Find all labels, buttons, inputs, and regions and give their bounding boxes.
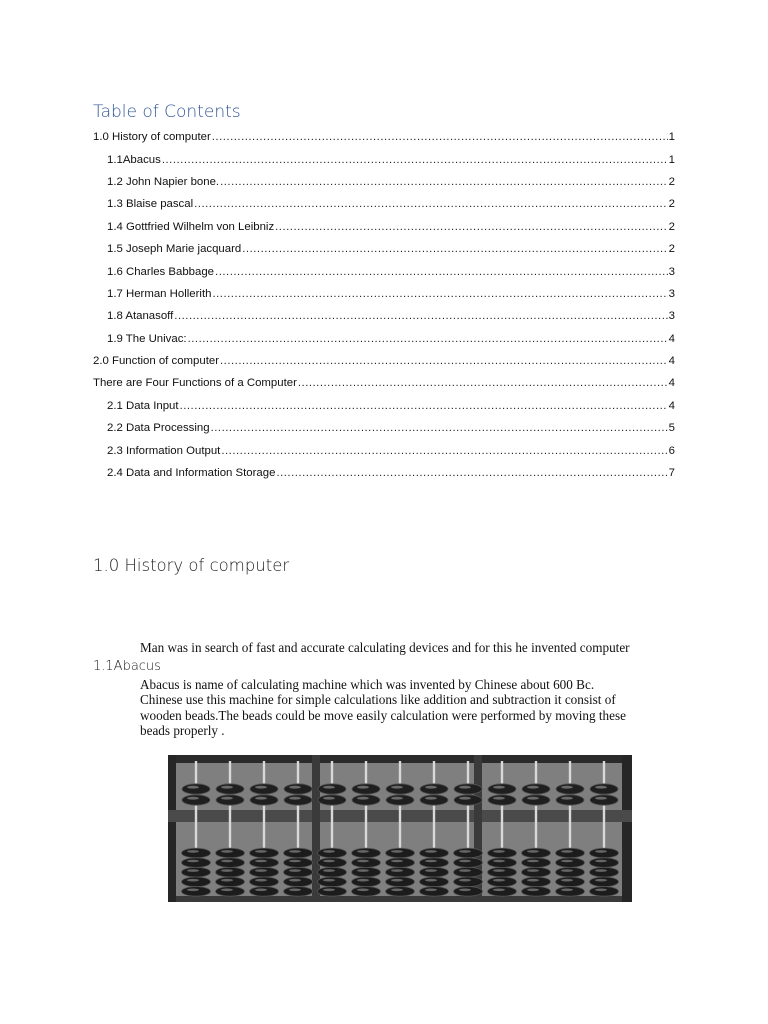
bead-highlight	[561, 860, 573, 863]
toc-leader-dots	[276, 466, 667, 480]
bead-highlight	[357, 889, 369, 892]
toc-leader-dots	[194, 197, 668, 211]
abacus-bead	[454, 795, 482, 805]
bead-highlight	[391, 860, 403, 863]
bead-highlight	[459, 889, 471, 892]
toc-entry[interactable]	[93, 305, 675, 327]
abacus-bead	[352, 795, 380, 805]
abacus-bead	[590, 877, 619, 887]
bead-highlight	[357, 850, 369, 853]
abacus-bead	[352, 877, 381, 887]
abacus-bead	[420, 848, 449, 858]
abacus-bead	[216, 784, 244, 794]
abacus-bead	[182, 867, 211, 877]
toc-entry-page: 6	[668, 444, 675, 457]
toc-leader-dots	[275, 220, 668, 234]
abacus-bead	[250, 858, 279, 868]
abacus-bead	[556, 877, 585, 887]
toc-entry-page: 5	[668, 422, 675, 435]
abacus-bead	[182, 795, 210, 805]
toc-leader-dots	[212, 130, 668, 144]
abacus-bead	[454, 858, 483, 868]
toc-entry-title: 1.6 Charles Babbage	[107, 265, 215, 278]
abacus-bead	[590, 784, 618, 794]
abacus-bead	[454, 887, 483, 897]
abacus-bead	[318, 784, 346, 794]
toc-entry[interactable]	[93, 283, 675, 305]
toc-entry-page: 2	[668, 220, 675, 233]
toc-entry-title: 2.2 Data Processing	[107, 422, 210, 435]
abacus-frame-left	[168, 755, 176, 902]
toc-leader-dots	[162, 153, 668, 167]
abacus-bead	[318, 877, 347, 887]
paragraph-line: Chinese use this machine for simple calculations like addition and subtraction it consist of	[140, 692, 616, 708]
bead-highlight	[425, 889, 437, 892]
bead-highlight	[221, 797, 233, 800]
abacus-bead	[556, 867, 585, 877]
bead-highlight	[357, 869, 369, 872]
bead-highlight	[255, 889, 267, 892]
abacus-bead	[352, 848, 381, 858]
bead-highlight	[289, 797, 301, 800]
toc-entry-title: 1.2 John Napier bone.	[107, 175, 220, 188]
toc-entry[interactable]	[93, 439, 675, 461]
abacus-bead	[352, 867, 381, 877]
bead-highlight	[255, 860, 267, 863]
bead-highlight	[527, 879, 539, 882]
bead-highlight	[255, 869, 267, 872]
abacus-bead	[386, 867, 415, 877]
abacus-bead	[522, 867, 551, 877]
toc-entry[interactable]	[93, 171, 675, 193]
bead-highlight	[357, 786, 369, 789]
bead-highlight	[561, 797, 573, 800]
toc-entry[interactable]	[93, 193, 675, 215]
abacus-bead	[216, 877, 245, 887]
bead-highlight	[493, 879, 505, 882]
abacus-bead	[488, 784, 516, 794]
abacus-bead	[386, 848, 415, 858]
bead-highlight	[561, 889, 573, 892]
toc-entry-title: 1.1Abacus	[107, 153, 161, 166]
bead-highlight	[391, 850, 403, 853]
bead-highlight	[323, 869, 335, 872]
bead-highlight	[493, 869, 505, 872]
bead-highlight	[289, 869, 301, 872]
abacus-bead	[522, 877, 551, 887]
abacus-bead	[420, 867, 449, 877]
bead-highlight	[255, 879, 267, 882]
toc-heading: Table of Contents	[93, 102, 241, 122]
toc-entry-page: 4	[668, 377, 675, 390]
paragraph-line: Abacus is name of calculating machine which was invented by Chinese about 600 Bc.	[140, 677, 595, 692]
toc-leader-dots	[188, 332, 668, 346]
subsection-heading-abacus: 1.1Abacus	[93, 659, 161, 674]
bead-highlight	[187, 889, 199, 892]
abacus-bead	[522, 784, 550, 794]
abacus-frame-bottom	[168, 896, 632, 902]
toc-entry-title: 1.5 Joseph Marie jacquard	[107, 243, 242, 256]
abacus-bead	[250, 795, 278, 805]
bead-highlight	[459, 797, 471, 800]
abacus-bead	[284, 887, 313, 897]
abacus-bead	[556, 784, 584, 794]
bead-highlight	[289, 889, 301, 892]
bead-highlight	[221, 889, 233, 892]
bead-highlight	[527, 860, 539, 863]
toc-entry-page: 3	[668, 265, 675, 278]
intro-paragraph	[140, 640, 680, 656]
bead-highlight	[459, 879, 471, 882]
abacus-bead	[590, 795, 618, 805]
abacus-bead	[556, 858, 585, 868]
abacus-bead	[420, 795, 448, 805]
bead-highlight	[187, 786, 199, 789]
bead-highlight	[323, 850, 335, 853]
section-heading-history: 1.0 History of computer	[93, 556, 290, 575]
bead-highlight	[493, 850, 505, 853]
abacus-bead	[318, 867, 347, 877]
bead-highlight	[289, 850, 301, 853]
toc-entry[interactable]	[93, 372, 675, 394]
bead-highlight	[391, 869, 403, 872]
toc-entry-page: 2	[668, 198, 675, 211]
bead-highlight	[221, 850, 233, 853]
bead-highlight	[323, 797, 335, 800]
bead-highlight	[289, 786, 301, 789]
bead-highlight	[323, 786, 335, 789]
bead-highlight	[527, 869, 539, 872]
bead-highlight	[425, 860, 437, 863]
bead-highlight	[595, 786, 607, 789]
bead-highlight	[187, 797, 199, 800]
bead-highlight	[391, 797, 403, 800]
toc-entry-page: 2	[668, 243, 675, 256]
bead-highlight	[493, 786, 505, 789]
bead-highlight	[425, 879, 437, 882]
abacus-bead	[250, 877, 279, 887]
abacus-image	[168, 755, 632, 902]
bead-highlight	[391, 879, 403, 882]
toc-entry[interactable]	[93, 260, 675, 282]
abacus-bead	[216, 848, 245, 858]
bead-highlight	[527, 797, 539, 800]
abacus-bead	[420, 887, 449, 897]
toc-entry-title: 2.3 Information Output	[107, 444, 221, 457]
bead-highlight	[595, 889, 607, 892]
bead-highlight	[323, 879, 335, 882]
intro-text: Man was in search of fast and accurate calculating devices and for this he invented computer	[140, 640, 630, 655]
bead-highlight	[289, 860, 301, 863]
abacus-paragraph	[140, 677, 680, 739]
abacus-bead	[318, 848, 347, 858]
abacus-bead	[250, 867, 279, 877]
abacus-bead	[454, 867, 483, 877]
abacus-bead	[386, 784, 414, 794]
abacus-bead	[420, 877, 449, 887]
abacus-bead	[488, 867, 517, 877]
abacus-bead	[386, 877, 415, 887]
bead-highlight	[221, 869, 233, 872]
bead-highlight	[459, 850, 471, 853]
abacus-bead	[216, 867, 245, 877]
bead-highlight	[561, 786, 573, 789]
abacus-bead	[454, 784, 482, 794]
toc-entry-page: 3	[668, 287, 675, 300]
abacus-bead	[250, 848, 279, 858]
abacus-bead	[590, 887, 619, 897]
bead-highlight	[459, 869, 471, 872]
abacus-bead	[352, 887, 381, 897]
bead-highlight	[357, 879, 369, 882]
abacus-bead	[454, 848, 483, 858]
toc-entry[interactable]	[93, 126, 675, 148]
abacus-bead	[522, 795, 550, 805]
toc-entry-title: 1.3 Blaise pascal	[107, 198, 194, 211]
toc-entry-page: 4	[668, 355, 675, 368]
toc-entry-page: 2	[668, 175, 675, 188]
toc-entry-page: 3	[668, 310, 675, 323]
abacus-bead	[216, 795, 244, 805]
abacus-bead	[318, 858, 347, 868]
toc-leader-dots	[221, 444, 667, 458]
bead-highlight	[391, 889, 403, 892]
bead-highlight	[595, 869, 607, 872]
abacus-bead	[488, 858, 517, 868]
bead-highlight	[323, 860, 335, 863]
toc-leader-dots	[215, 265, 668, 279]
bead-highlight	[561, 850, 573, 853]
toc-entry-page: 4	[668, 332, 675, 345]
abacus-bead	[284, 848, 313, 858]
bead-highlight	[527, 850, 539, 853]
abacus-bead	[284, 795, 312, 805]
abacus-bead	[386, 795, 414, 805]
toc-entry-page: 1	[668, 153, 675, 166]
bead-highlight	[187, 860, 199, 863]
toc-leader-dots	[212, 287, 667, 301]
toc-entry[interactable]	[93, 350, 675, 372]
toc-entry-title: There are Four Functions of a Computer	[93, 377, 297, 390]
toc-entry-title: 1.4 Gottfried Wilhelm von Leibniz	[107, 220, 275, 233]
abacus-bead	[488, 877, 517, 887]
toc-entry[interactable]	[93, 462, 675, 484]
bead-highlight	[459, 860, 471, 863]
bead-highlight	[187, 850, 199, 853]
bead-highlight	[323, 889, 335, 892]
abacus-bead	[522, 858, 551, 868]
abacus-bead	[488, 848, 517, 858]
abacus-bead	[420, 784, 448, 794]
abacus-bead	[556, 795, 584, 805]
abacus-frame-right	[622, 755, 632, 902]
toc-entry-page: 1	[668, 131, 675, 144]
bead-highlight	[595, 850, 607, 853]
paragraph-line: beads properly .	[140, 723, 225, 739]
toc-entry[interactable]	[93, 328, 675, 350]
abacus-bead	[386, 887, 415, 897]
abacus-bead	[318, 795, 346, 805]
toc-entry-title: 2.4 Data and Information Storage	[107, 467, 276, 480]
abacus-bead	[590, 848, 619, 858]
bead-highlight	[221, 860, 233, 863]
bead-highlight	[255, 797, 267, 800]
bead-highlight	[357, 797, 369, 800]
bead-highlight	[221, 786, 233, 789]
toc-entry-title: 1.0 History of computer	[93, 131, 211, 144]
bead-highlight	[595, 860, 607, 863]
abacus-bead	[182, 784, 210, 794]
abacus-bead	[488, 795, 516, 805]
abacus-bead	[420, 858, 449, 868]
abacus-bead	[590, 867, 619, 877]
bead-highlight	[187, 879, 199, 882]
table-of-contents	[93, 126, 675, 484]
bead-highlight	[425, 850, 437, 853]
abacus-bead	[182, 848, 211, 858]
toc-entry-page: 7	[668, 467, 675, 480]
bead-highlight	[425, 786, 437, 789]
abacus-bead	[250, 784, 278, 794]
abacus-bead	[182, 858, 211, 868]
toc-entry-title: 1.9 The Univac:	[107, 332, 187, 345]
bead-highlight	[255, 850, 267, 853]
abacus-bead	[590, 858, 619, 868]
abacus-bead	[556, 887, 585, 897]
toc-entry[interactable]	[93, 417, 675, 439]
abacus-bead	[454, 877, 483, 887]
toc-entry-title: 1.8 Atanasoff	[107, 310, 174, 323]
bead-highlight	[357, 860, 369, 863]
bead-highlight	[595, 879, 607, 882]
paragraph-line: wooden beads.The beads could be move easily calculation were performed by moving these	[140, 707, 626, 723]
abacus-bead	[352, 858, 381, 868]
bead-highlight	[221, 879, 233, 882]
toc-entry[interactable]	[93, 238, 675, 260]
toc-leader-dots	[298, 376, 668, 390]
abacus-bead	[216, 858, 245, 868]
bead-highlight	[187, 869, 199, 872]
toc-leader-dots	[174, 309, 667, 323]
bead-highlight	[289, 879, 301, 882]
bead-highlight	[527, 889, 539, 892]
toc-entry-title: 2.1 Data Input	[107, 399, 179, 412]
bead-highlight	[425, 869, 437, 872]
toc-leader-dots	[220, 354, 668, 368]
toc-entry[interactable]	[93, 148, 675, 170]
bead-highlight	[561, 879, 573, 882]
bead-highlight	[255, 786, 267, 789]
abacus-bead	[182, 887, 211, 897]
bead-highlight	[493, 860, 505, 863]
bead-highlight	[595, 797, 607, 800]
bead-highlight	[493, 889, 505, 892]
toc-entry[interactable]	[93, 216, 675, 238]
bead-highlight	[425, 797, 437, 800]
abacus-bead	[182, 877, 211, 887]
abacus-bead	[318, 887, 347, 897]
bead-highlight	[527, 786, 539, 789]
abacus-bead	[284, 877, 313, 887]
abacus-bead	[216, 887, 245, 897]
toc-leader-dots	[242, 242, 667, 256]
toc-entry-title: 2.0 Function of computer	[93, 355, 219, 368]
toc-entry[interactable]	[93, 395, 675, 417]
abacus-bead	[522, 887, 551, 897]
toc-leader-dots	[180, 399, 668, 413]
abacus-bead	[352, 784, 380, 794]
abacus-bead	[284, 784, 312, 794]
bead-highlight	[561, 869, 573, 872]
abacus-bead	[250, 887, 279, 897]
bead-highlight	[493, 797, 505, 800]
toc-entry-page: 4	[668, 399, 675, 412]
abacus-bead	[284, 867, 313, 877]
abacus-bead	[556, 848, 585, 858]
abacus-bead	[522, 848, 551, 858]
bead-highlight	[459, 786, 471, 789]
toc-leader-dots	[211, 421, 668, 435]
abacus-bead	[284, 858, 313, 868]
abacus-bead	[488, 887, 517, 897]
bead-highlight	[391, 786, 403, 789]
toc-leader-dots	[220, 175, 668, 189]
toc-entry-title: 1.7 Herman Hollerith	[107, 287, 212, 300]
abacus-bead	[386, 858, 415, 868]
